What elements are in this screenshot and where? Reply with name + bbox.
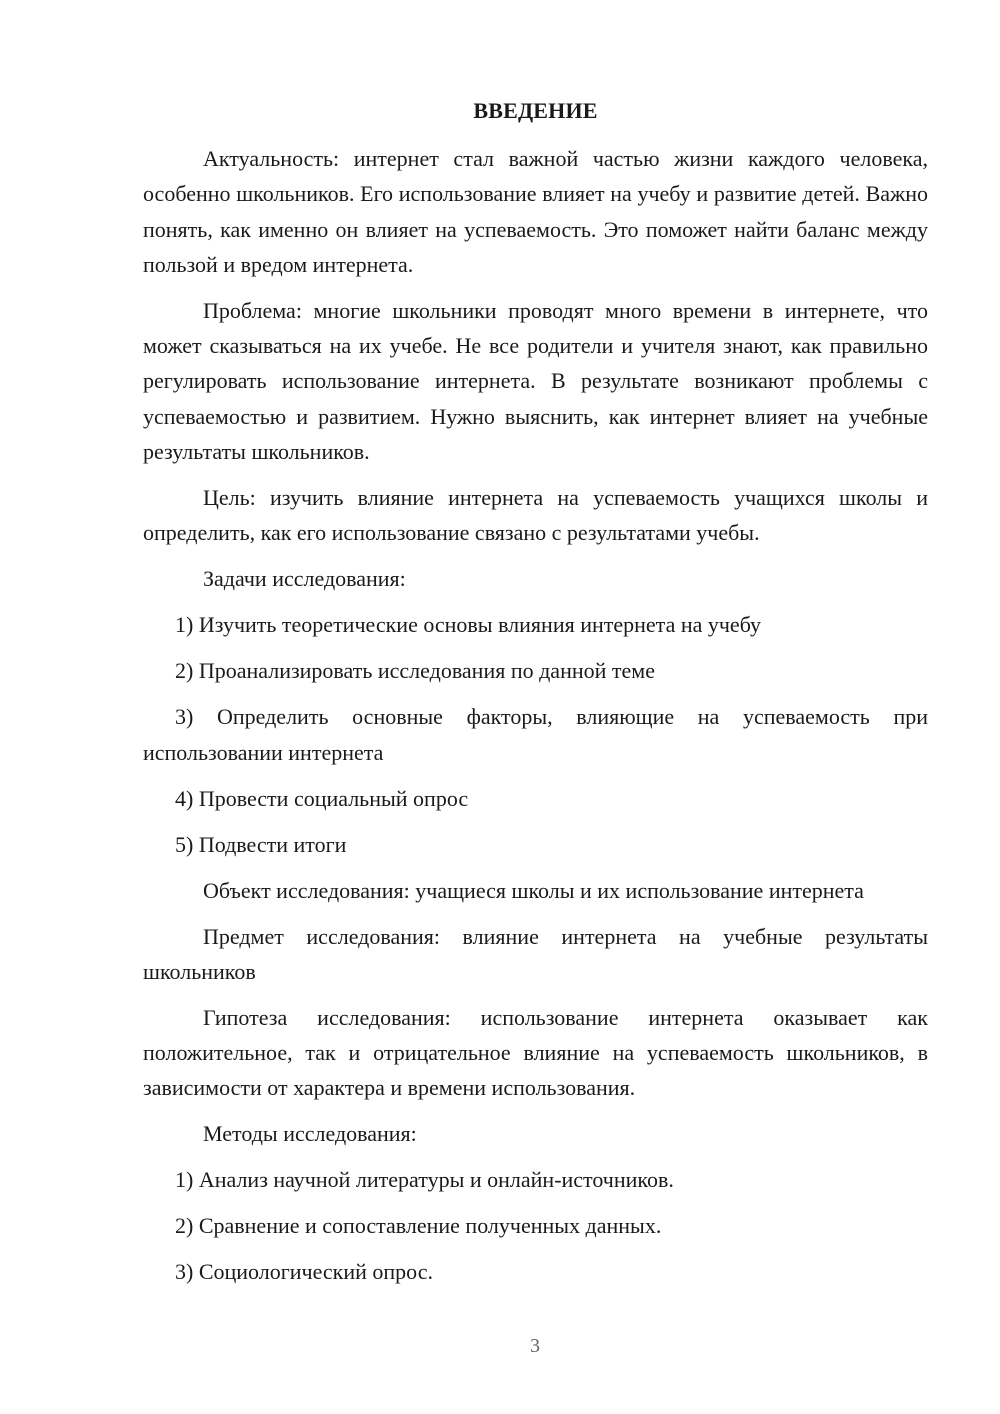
paragraph-goal: Цель: изучить влияние интернета на успеваемость учащихся школы и определить, как его использование связано с результатами учебы. [143, 485, 928, 546]
list-item-method-3: 3) Социологический опрос. [175, 1259, 433, 1285]
page-title: ВВЕДЕНИЕ [473, 98, 598, 123]
list-item-task-1: 1) Изучить теоретические основы влияния интернета на учебу [175, 612, 762, 638]
list-item-method-1: 1) Анализ научной литературы и онлайн-источников. [175, 1167, 674, 1193]
page-number: 3 [530, 1335, 540, 1357]
paragraph-subject: Предмет исследования: влияние интернета на учебные результаты школьников [143, 923, 928, 984]
list-item-task-2: 2) Проанализировать исследования по данной теме [175, 658, 655, 684]
list-item-task-3: 3) Определить основные факторы, влияющие на успеваемость при использовании интернета [143, 704, 928, 765]
paragraph-object: Объект исследования: учащиеся школы и их использование интернета [203, 877, 864, 903]
list-item-task-5: 5) Подвести итоги [175, 831, 347, 857]
list-item-method-2: 2) Сравнение и сопоставление полученных данных. [175, 1213, 662, 1239]
paragraph-tasks-heading: Задачи исследования: [203, 566, 406, 592]
paragraph-relevance: Актуальность: интернет стал важной частью жизни каждого человека, особенно школьников. Его использование влияет на учебу и развитие детей. Важно понять, как именно он влияет на успеваемость. Это поможет найти баланс между пользой и вредом интернета. [143, 146, 928, 277]
paragraph-hypothesis: Гипотеза исследования: использование интернета оказывает как положительное, так и отрицательное влияние на успеваемость школьников, в зависимости от характера и времени использования. [143, 1004, 928, 1101]
list-item-task-4: 4) Провести социальный опрос [175, 785, 469, 811]
document-body [143, 141, 928, 1300]
paragraph-methods-heading: Методы исследования: [203, 1121, 417, 1147]
paragraph-problem: Проблема: многие школьники проводят много времени в интернете, что может сказываться на их учебе. Не все родители и учителя знают, как правильно регулировать использование интернета. В результате возникают проблемы с успеваемостью и развитием. Нужно выяснить, как интернет влияет на учебные результаты школьников. [143, 297, 928, 465]
